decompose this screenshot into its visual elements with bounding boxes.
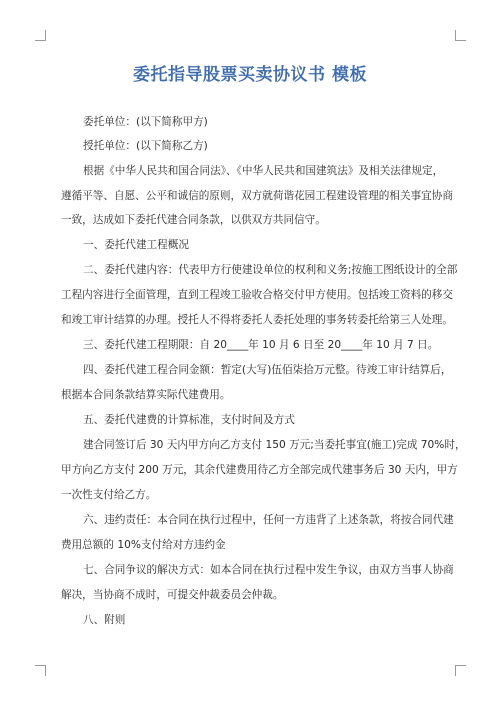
paragraph-line: 解决，当协商不成时，可提交仲裁委员会仲裁。 bbox=[61, 589, 284, 601]
section-heading: 一、委托代建工程概况 bbox=[83, 239, 189, 251]
section-heading: 五、委托代建费的计算标准，支付时间及方式 bbox=[83, 414, 295, 426]
paragraph-line: 一致，达成如下委托代建合同条款，以供双方共同信守。 bbox=[61, 214, 326, 226]
paragraph-line: 六、违约责任：本合同在执行过程中，任何一方违背了上述条款，将按合同代建 bbox=[83, 514, 454, 526]
paragraph-line: 四、委托代建工程合同金额：暂定(大写)伍佰柒拾万元整。待竣工审计结算后， bbox=[83, 364, 452, 376]
party-a-line: 委托单位：(以下简称甲方) bbox=[83, 116, 208, 128]
paragraph-line: 遵循平等、自愿、公平和诚信的原则，双方就荷谐花园工程建设管理的相关事宜协商 bbox=[61, 190, 453, 202]
paragraph-line: 三、委托代建工程期限：自 20____年 10 月 6 日至 20____年 10 月 7 日。 bbox=[83, 339, 439, 351]
party-b-line: 授托单位：(以下简称乙方) bbox=[83, 140, 208, 152]
crop-mark-bottom-right bbox=[455, 665, 466, 676]
paragraph-line: 建合同签订后 30 天内甲方向乙方支付 150 万元;当委托事宜(施工)完成 70%时， bbox=[83, 439, 466, 451]
paragraph-line: 费用总额的 10%支付给对方违约金 bbox=[61, 539, 226, 551]
crop-mark-top-right bbox=[455, 30, 466, 41]
crop-mark-bottom-left bbox=[35, 665, 46, 676]
paragraph-line: 根据本合同条款结算实际代建费用。 bbox=[61, 389, 231, 401]
section-heading: 八、附则 bbox=[83, 614, 126, 626]
paragraph-line: 二、委托代建内容：代表甲方行使建设单位的权利和义务;按施工图纸设计的全部 bbox=[83, 264, 458, 276]
crop-mark-top-left bbox=[35, 30, 46, 41]
paragraph-line: 和竣工审计结算的办理。授托人不得将委托人委托处理的事务转委托给第三人处理。 bbox=[61, 314, 453, 326]
document-title: 委托指导股票买卖协议书 模板 bbox=[133, 65, 367, 85]
paragraph-line: 甲方向乙方支付 200 万元，其余代建费用待乙方全部完成代建事务后 30 天内，甲方 bbox=[61, 464, 458, 476]
paragraph-line: 根据《中华人民共和国合同法》、《中华人民共和国建筑法》及相关法律规定， bbox=[83, 165, 444, 177]
paragraph-line: 工程内容进行全面管理，直到工程竣工验收合格交付甲方使用。包括竣工资料的移交 bbox=[61, 289, 453, 301]
paragraph-line: 七、合同争议的解决方式：如本合同在执行过程中发生争议，由双方当事人协商 bbox=[83, 564, 454, 576]
paragraph-line: 一次性支付给乙方。 bbox=[61, 489, 157, 501]
